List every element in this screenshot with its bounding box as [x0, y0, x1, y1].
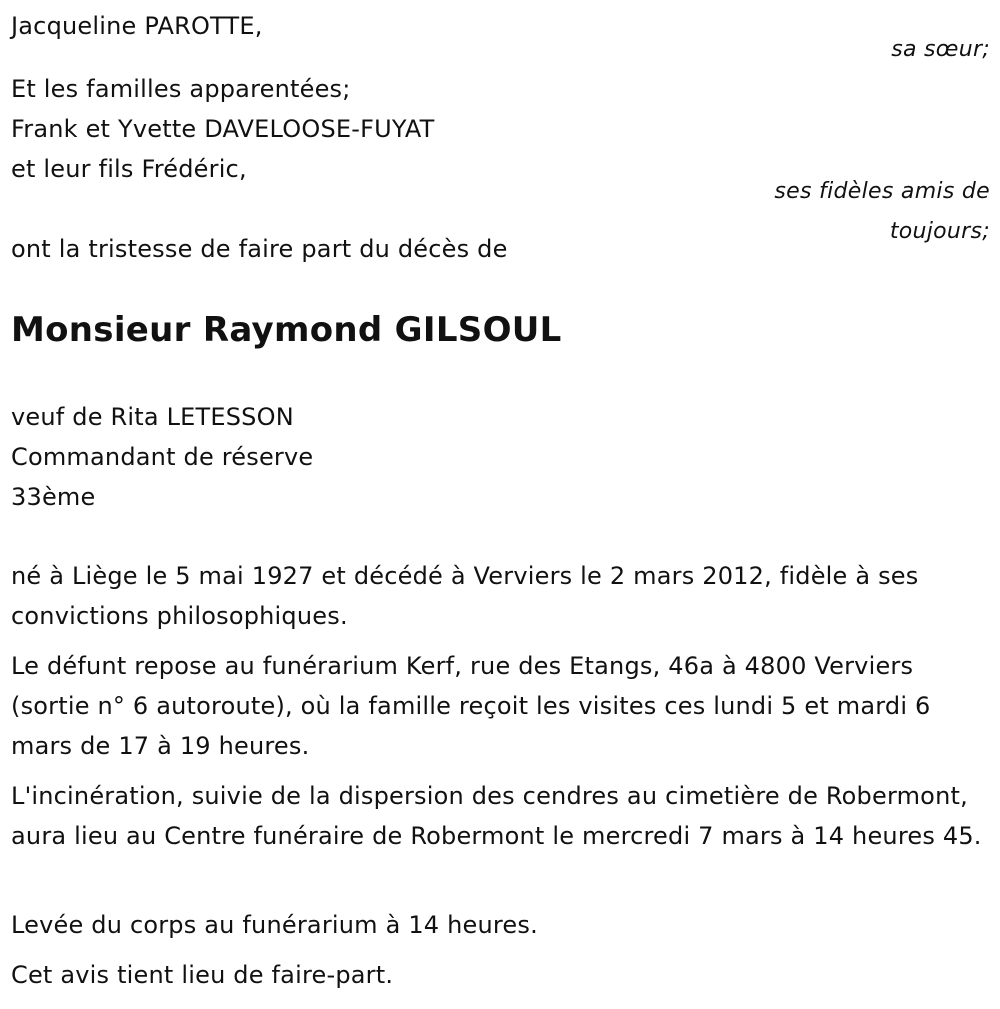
- friends-role-line1: ses fidèles amis de: [774, 179, 990, 204]
- repose-paragraph: Le défunt repose au funérarium Kerf, rue des Etangs, 46a à 4800 Verviers (sortie n° 6 autoroute), où la famille reçoit les visites ces lundi 5 et mardi 6 mars de 17 à 19 heures.: [11, 652, 931, 760]
- announcement: ont la tristesse de faire part du décès de: [11, 235, 508, 263]
- closing-paragraph: Cet avis tient lieu de faire-part.: [11, 961, 394, 989]
- sister-role: sa sœur;: [891, 37, 990, 62]
- sister-name: Jacqueline PAROTTE,: [11, 12, 263, 40]
- widower-of: veuf de Rita LETESSON: [11, 403, 294, 431]
- deceased-name: Monsieur Raymond GILSOUL: [11, 310, 562, 350]
- friends-son: et leur fils Frédéric,: [11, 155, 247, 183]
- levee-paragraph: Levée du corps au funérarium à 14 heures.: [11, 911, 538, 939]
- friends-names: Frank et Yvette DAVELOOSE-FUYAT: [11, 115, 435, 143]
- rank-title: Commandant de réserve: [11, 443, 314, 471]
- families-line: Et les familles apparentées;: [11, 75, 351, 103]
- friends-role-line2: toujours;: [889, 219, 990, 244]
- rank-unit: 33ème: [11, 483, 96, 511]
- incineration-paragraph: L'incinération, suivie de la dispersion des cendres au cimetière de Robermont, aura lieu au Centre funéraire de Robermont le mercredi 7 mars à 14 heures 45.: [11, 782, 982, 850]
- birth-death-paragraph: né à Liège le 5 mai 1927 et décédé à Verviers le 2 mars 2012, fidèle à ses convictions philosophiques.: [11, 562, 919, 630]
